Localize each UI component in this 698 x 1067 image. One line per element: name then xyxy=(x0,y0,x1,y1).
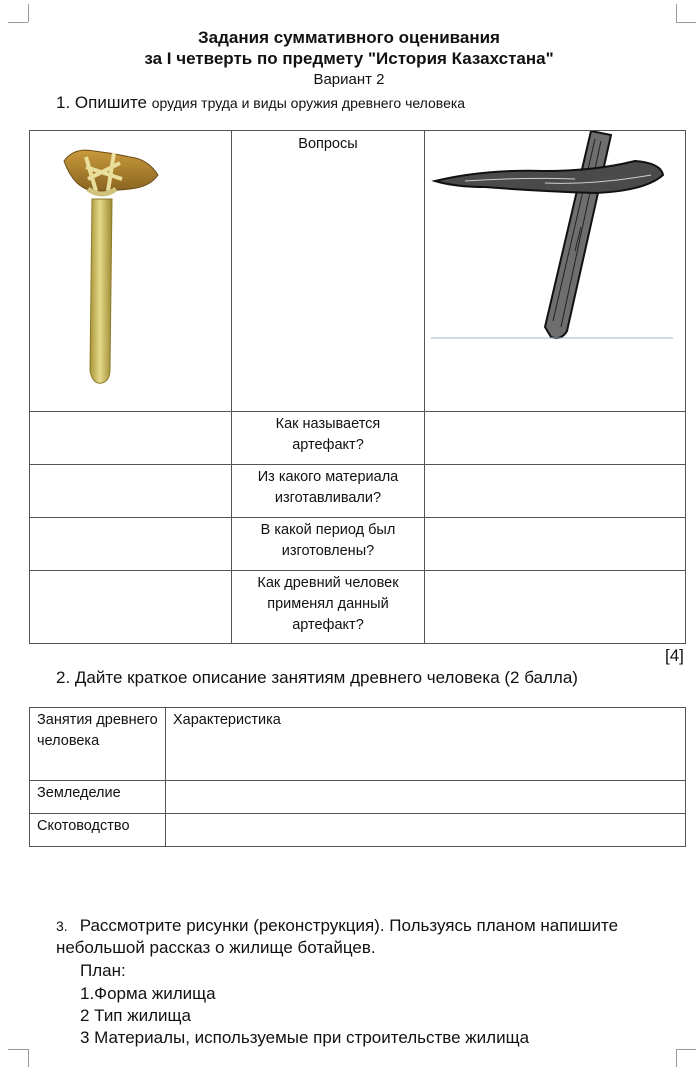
answer-cell-left-3 xyxy=(30,518,232,571)
crop-mark-top-right xyxy=(676,4,677,22)
doc-variant: Вариант 2 xyxy=(313,71,385,88)
characteristic-cell-2 xyxy=(166,814,686,847)
answer-cell-right-1 xyxy=(425,412,686,465)
plan-item-2: 2 Тип жилища xyxy=(80,1006,191,1025)
crop-mark-bottom-right xyxy=(676,1049,677,1067)
task1-score: [4] xyxy=(665,646,684,665)
crop-mark-bottom-right-h xyxy=(676,1049,696,1050)
task1-heading xyxy=(56,93,465,113)
question-4: Как древний человек применял данный артефакт? xyxy=(231,571,424,644)
task1-rest: орудия труда и виды оружия древнего человека xyxy=(151,95,466,111)
occupation-header: Занятия древнего человека xyxy=(30,708,166,781)
crop-mark-top-right-h xyxy=(676,22,696,23)
answer-cell-left-1 xyxy=(30,412,232,465)
question-2: Из какого материала изготавливали? xyxy=(231,465,424,518)
answer-cell-right-2 xyxy=(425,465,686,518)
occupation-row-2: Скотоводство xyxy=(30,814,166,847)
task1-prefix: 1. Опишите xyxy=(56,93,148,112)
doc-title: Задания суммативного оценивания xyxy=(198,28,500,47)
questions-header-cell xyxy=(231,131,424,412)
crop-mark-bottom-left-h xyxy=(8,1049,28,1050)
question-1: Как называется артефакт? xyxy=(231,412,424,465)
answer-cell-left-2 xyxy=(30,465,232,518)
crop-mark-top-left-h xyxy=(8,22,28,23)
task3-text xyxy=(56,915,698,959)
crop-mark-bottom-left xyxy=(28,1049,29,1067)
plan-item-3: 3 Материалы, используемые при строительстве жилища xyxy=(80,1028,530,1047)
characteristic-header: Характеристика xyxy=(166,708,686,781)
task3-number: 3. xyxy=(56,918,68,934)
plan-title: План: xyxy=(80,961,126,980)
antler-pick-cell xyxy=(425,131,686,412)
stone-axe-cell xyxy=(30,131,232,412)
questions-header: Вопросы xyxy=(298,136,358,152)
answer-cell-right-4 xyxy=(425,571,686,644)
plan-item-1: 1.Форма жилища xyxy=(80,984,216,1003)
characteristic-cell-1 xyxy=(166,781,686,814)
answer-cell-left-4 xyxy=(30,571,232,644)
stone-axe-image xyxy=(30,131,230,406)
task1-table xyxy=(29,130,686,644)
task2-heading: 2. Дайте краткое описание занятиям древнего человека (2 балла) xyxy=(56,668,578,687)
question-3: В какой период был изготовлены? xyxy=(231,518,424,571)
doc-subtitle: за I четверть по предмету "История Казахстана" xyxy=(144,49,554,68)
crop-mark-top-left xyxy=(28,4,29,22)
answer-cell-right-3 xyxy=(425,518,686,571)
task3-body: Рассмотрите рисунки (реконструкция). Пользуясь планом напишите небольшой рассказ о жилище ботайцев. xyxy=(56,916,619,957)
antler-pick-image xyxy=(425,131,685,406)
task2-table xyxy=(29,707,686,847)
occupation-row-1: Земледелие xyxy=(30,781,166,814)
